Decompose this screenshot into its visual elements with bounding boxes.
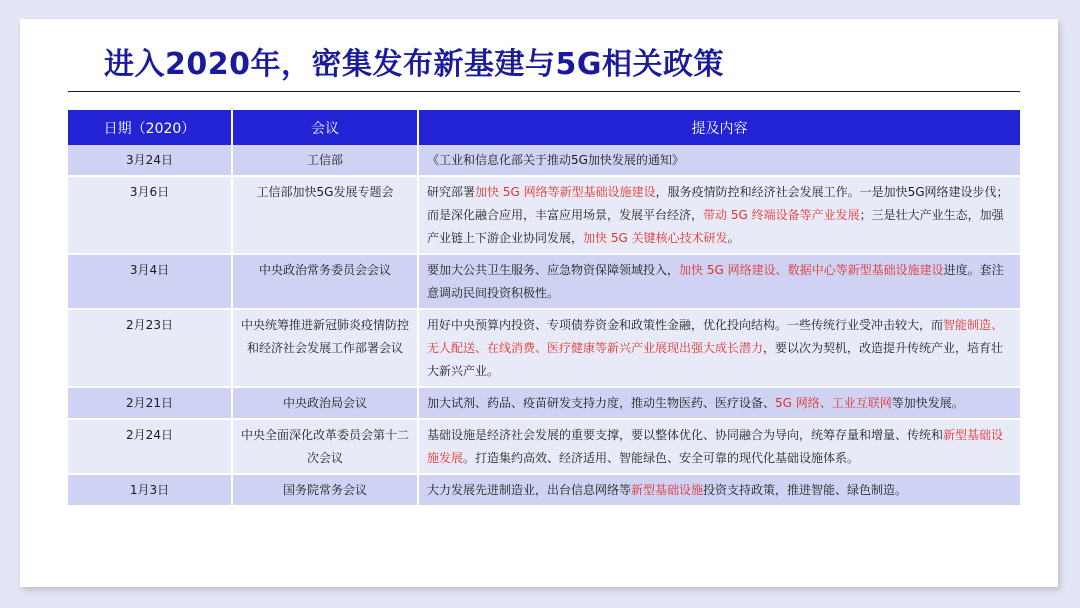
meeting-cell: 中央全面深化改革委员会第十二次会议 bbox=[232, 419, 418, 474]
content-text: ，要以次为契机，改造提升传统产业，培育壮大新兴产业。 bbox=[427, 341, 1004, 378]
content-cell bbox=[418, 176, 1020, 254]
meeting-cell: 国务院常务会议 bbox=[232, 474, 418, 506]
content-text: 基础设施是经济社会发展的重要支撑，要以整体优化、协同融合为导向，统筹存量和增量、传统和 bbox=[427, 428, 944, 442]
highlighted-text: 智能制造、无人配送、在线消费、医疗健康等新兴产业展现出强大成长潜力 bbox=[427, 318, 1004, 355]
highlighted-text: 加快 5G 网络建设、数据中心等新型基础设施建设 bbox=[679, 263, 944, 277]
highlighted-text: 新型基础设施 bbox=[631, 483, 704, 497]
date-cell: 2月21日 bbox=[68, 387, 232, 419]
content-text: 用好中央预算内投资、专项债券资金和政策性金融，优化投向结构。一些传统行业受冲击较大，而 bbox=[427, 318, 944, 332]
content-text: ；三是壮大产业生态，加强产业链上下游企业协同发展， bbox=[427, 208, 1004, 245]
content-text: 投资支持政策，推进智能、绿色制造。 bbox=[703, 483, 908, 497]
table-row bbox=[68, 176, 1020, 254]
highlighted-text: 带动 5G 终端设备等产业发展 bbox=[703, 208, 860, 222]
content-text: 。打造集约高效、经济适用、智能绿色、安全可靠的现代化基础设施体系。 bbox=[463, 451, 860, 465]
highlighted-text: 加快 5G 关键核心技术研发 bbox=[583, 231, 728, 245]
meeting-cell: 工信部加快5G发展专题会 bbox=[232, 176, 418, 254]
meeting-cell: 中央统筹推进新冠肺炎疫情防控和经济社会发展工作部署会议 bbox=[232, 309, 418, 387]
content-text: ，服务疫情防控和经济社会发展工作。一是加快5G网络建设步伐；而是深化融合应用，丰富应用场景，发展平台经济， bbox=[427, 185, 1009, 222]
slide bbox=[20, 19, 1058, 587]
content-text: 进度。套注意调动民间投资积极性。 bbox=[427, 263, 1004, 300]
meeting-cell: 工信部 bbox=[232, 145, 418, 176]
table-row bbox=[68, 309, 1020, 387]
date-cell: 2月24日 bbox=[68, 419, 232, 474]
date-cell: 3月4日 bbox=[68, 254, 232, 309]
content-cell bbox=[418, 474, 1020, 506]
highlighted-text: 5G 网络、工业互联网 bbox=[775, 396, 892, 410]
policy-table bbox=[68, 110, 1020, 507]
table-row bbox=[68, 474, 1020, 506]
header-date: 日期（2020） bbox=[68, 110, 232, 145]
meeting-cell: 中央政治常务委员会会议 bbox=[232, 254, 418, 309]
table-header-row bbox=[68, 110, 1020, 145]
date-cell: 1月3日 bbox=[68, 474, 232, 506]
table-row bbox=[68, 145, 1020, 176]
content-text: 要加大公共卫生服务、应急物资保障领域投入， bbox=[427, 263, 680, 277]
content-text: 加大试剂、药品、疫苗研发支持力度，推动生物医药、医疗设备、 bbox=[427, 396, 776, 410]
title-divider bbox=[68, 91, 1020, 92]
content-cell bbox=[418, 145, 1020, 176]
content-text: 。 bbox=[727, 231, 740, 245]
page-title: 进入2020年，密集发布新基建与5G相关政策 bbox=[104, 47, 724, 82]
content-text: 《工业和信息化部关于推动5G加快发展的通知》 bbox=[427, 153, 684, 167]
content-cell bbox=[418, 387, 1020, 419]
content-text: 研究部署 bbox=[427, 185, 476, 199]
header-content: 提及内容 bbox=[418, 110, 1020, 145]
highlighted-text: 新型基础设施发展 bbox=[427, 428, 1004, 465]
date-cell: 3月6日 bbox=[68, 176, 232, 254]
highlighted-text: 加快 5G 网络等新型基础设施建设 bbox=[475, 185, 656, 199]
table-row bbox=[68, 419, 1020, 474]
table-row bbox=[68, 254, 1020, 309]
content-cell bbox=[418, 309, 1020, 387]
content-cell bbox=[418, 419, 1020, 474]
header-meeting: 会议 bbox=[232, 110, 418, 145]
date-cell: 3月24日 bbox=[68, 145, 232, 176]
date-cell: 2月23日 bbox=[68, 309, 232, 387]
content-text: 等加快发展。 bbox=[891, 396, 964, 410]
content-text: 大力发展先进制造业，出台信息网络等 bbox=[427, 483, 632, 497]
content-cell bbox=[418, 254, 1020, 309]
meeting-cell: 中央政治局会议 bbox=[232, 387, 418, 419]
table-row bbox=[68, 387, 1020, 419]
